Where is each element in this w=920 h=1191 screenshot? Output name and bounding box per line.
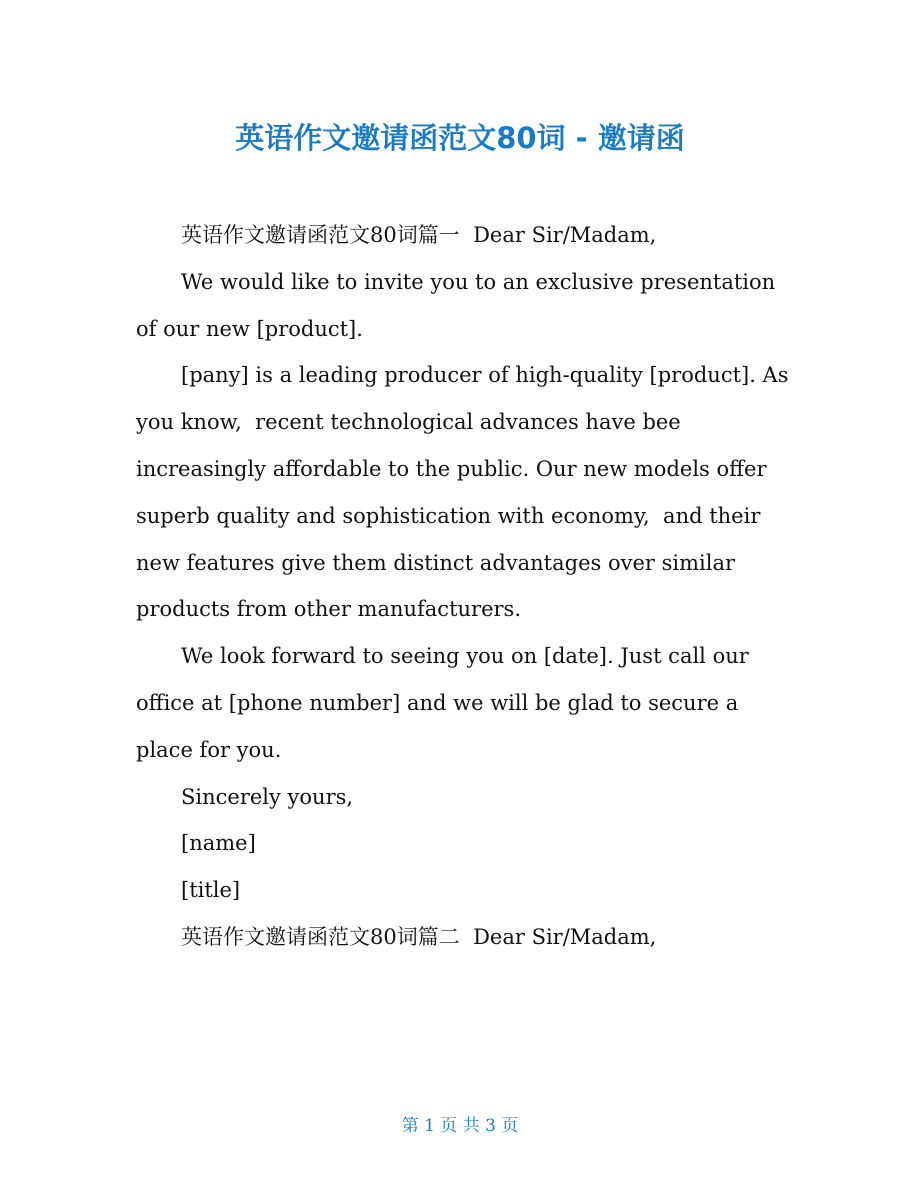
paragraph-closing: Sincerely yours,	[181, 784, 354, 809]
document-title: 英语作文邀请函范文80词 - 邀请函	[235, 121, 685, 155]
paragraph-section-2: 英语作文邀请函范文80词篇二 Dear Sir/Madam,	[181, 924, 657, 949]
paragraph-title: [title]	[181, 878, 241, 903]
document-body	[136, 212, 796, 961]
paragraph-2: We would like to invite you to an exclusive presentation of our new [product].	[136, 269, 782, 341]
paragraph-4: We look forward to seeing you on [date]. Just call our office at [phone number] and we will be glad to secure a place for you.	[136, 644, 756, 762]
paragraph-1: 英语作文邀请函范文80词篇一 Dear Sir/Madam,	[181, 223, 657, 247]
paragraph-3: [pany] is a leading producer of high-quality [product]. As you know, recent technological advances have bee increasingly affordable to the public. Our new models offer superb quality and sophistication with economy, and their new features give them distinct advantages over similar products from other manufacturers.	[136, 363, 796, 622]
page-footer: 第 1 页 共 3 页	[401, 1116, 519, 1136]
paragraph-name: [name]	[181, 831, 256, 856]
